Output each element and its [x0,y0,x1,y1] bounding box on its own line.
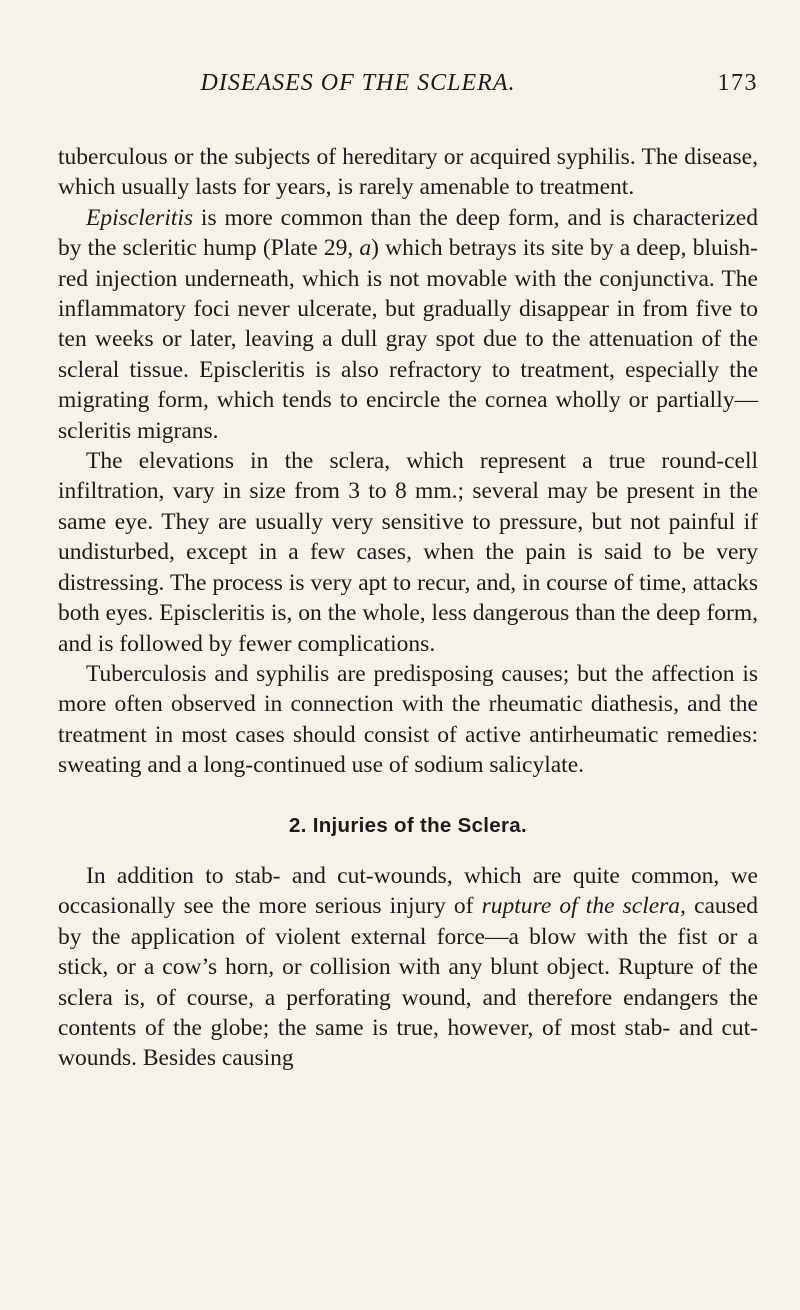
running-title: DISEASES OF THE SCLERA. [200,70,516,96]
paragraph-elevations: The elevations in the sclera, which represent a true round-cell infiltration, vary in size from 3 to 8 mm.; several may be present in the same eye. They are usually very sensitive to pressure, but not painful if undisturbed, except in a few cases, when the pain is said to be very distressing. The process is very apt to recur, and, in course of time, attacks both eyes. Episcleritis is, on the whole, less dangerous than the deep form, and is followed by fewer complications. [58,448,758,657]
paragraph-text: is more common than the deep form, and is characterized by the scleritic hump (Plate 29, [58,204,758,262]
running-head [58,70,758,114]
paragraph-causes: Tuberculosis and syphilis are predisposing causes; but the affection is more often observed in connection with the rheumatic diathesis, and the treatment in most cases should consist of active antirheumatic remedies: sweating and a long-continued use of sodium salicylate. [58,660,758,779]
book-page [58,70,758,1074]
italic-term: rupture of the sclera, [481,893,686,920]
italic-term: Episcleritis [86,204,194,231]
paragraph-text: ) which betrays its site by a deep, bluish-red injection underneath, which is not movable with the conjunctiva. The inflammatory foci never ulcerate, but gradually disappear in from five to ten weeks or later, leaving a dull gray spot due to the attenuation of the scleral tissue. Episcleritis is also refractory to treatment, especially the migrating form, which tends to encircle the cornea wholly or partially—scleritis migrans. [58,235,759,444]
body-text [58,142,758,1074]
page-number: 173 [717,70,758,96]
paragraph-episcleritis [58,203,758,446]
paragraph-text: In addition to stab- and cut-wounds, which are quite common, we occasionally see the more serious injury of [58,862,758,920]
section-heading: 2. Injuries of the Sclera. [289,813,527,837]
italic-plate-ref: a [359,235,372,262]
paragraph-text: caused by the application of violent external force—a blow with the fist or a stick, or a cow’s horn, or collision with any blunt object. Rupture of the sclera is, of course, a perforating wound, and therefore endangers the contents of the globe; the same is true, however, of most stab- and cut-wounds. Besides causing [58,893,759,1072]
paragraph-injuries [58,861,758,1074]
paragraph-continuation: tuberculous or the subjects of hereditary or acquired syphilis. The disease, which usually lasts for years, is rarely amenable to treatment. [58,144,758,201]
